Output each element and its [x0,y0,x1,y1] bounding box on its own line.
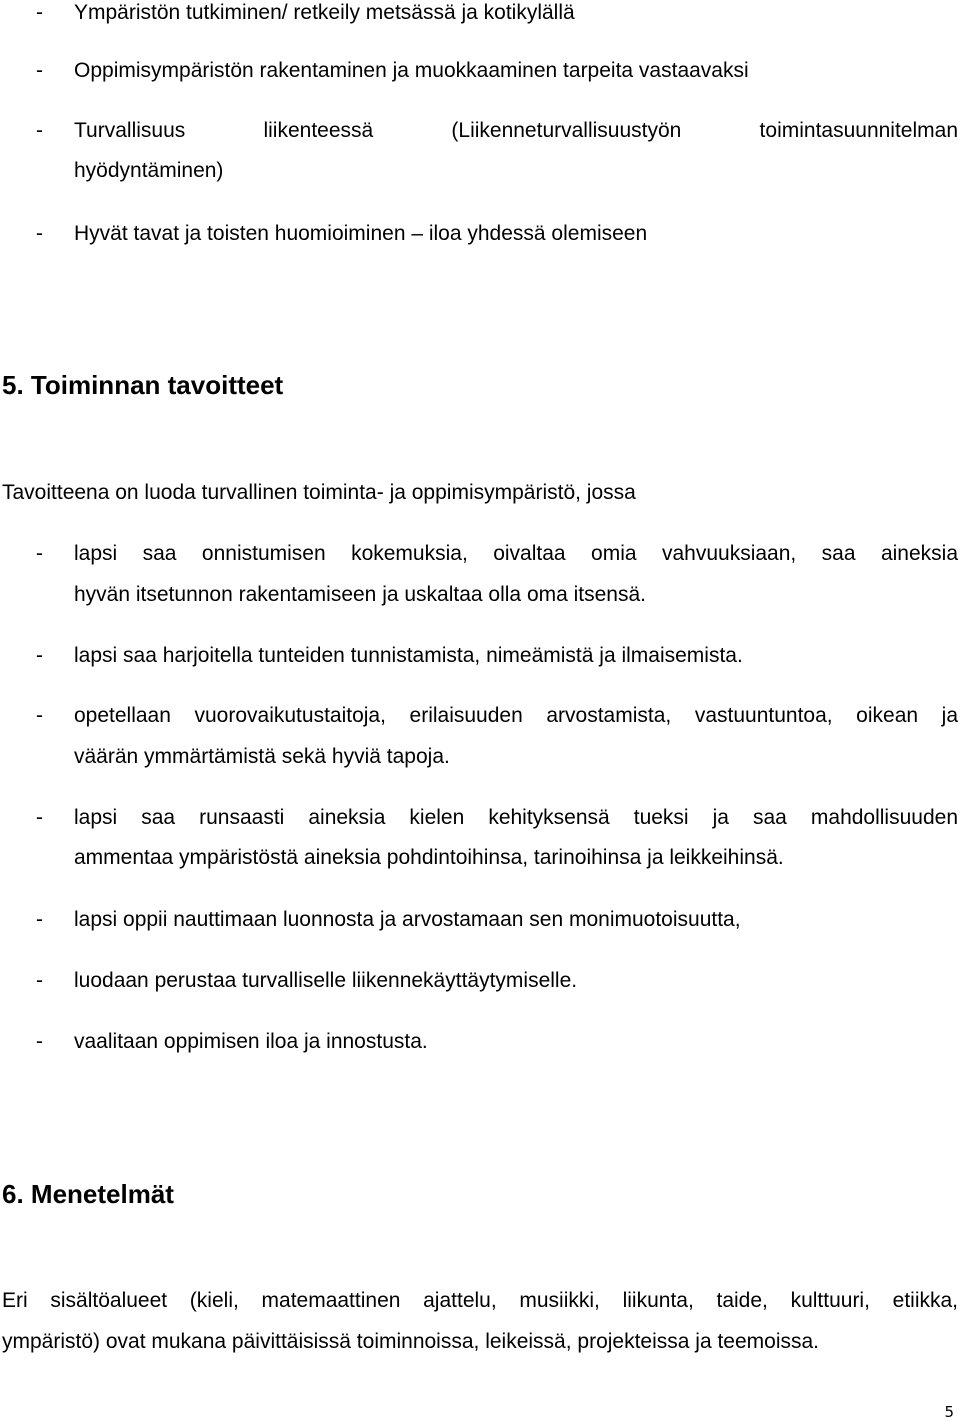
list-dash: - [36,704,43,727]
list-item-text: vaalitaan oppimisen iloa ja innostusta. [74,1030,428,1053]
list-dash: - [36,908,43,931]
list-item-text: Oppimisympäristön rakentaminen ja muokkaaminen tarpeita vastaavaksi [74,59,749,82]
list-dash: - [36,542,43,565]
list-dash: - [36,644,43,667]
page-number: 5 [944,1403,954,1421]
list-dash: - [36,59,43,82]
list-item-text: lapsi saa onnistumisen kokemuksia, oivaltaa omia vahvuuksiaan, saa aineksia [74,542,958,565]
list-dash: - [36,1,43,24]
list-dash: - [36,1030,43,1053]
paragraph-line: ympäristö) ovat mukana päivittäisissä toiminnoissa, leikeissä, projekteissa ja teemoissa. [2,1330,820,1353]
list-item-text: Turvallisuus liikenteessä (Liikenneturvallisuustyön toimintasuunnitelman [74,119,958,142]
list-item-text: lapsi saa runsaasti aineksia kielen kehityksensä tueksi ja saa mahdollisuuden [74,806,958,829]
list-dash: - [36,222,43,245]
list-dash: - [36,806,43,829]
list-item-text: opetellaan vuorovaikutustaitoja, erilaisuuden arvostamista, vastuuntuntoa, oikean ja [74,704,958,727]
list-item-text: lapsi saa harjoitella tunteiden tunnistamista, nimeämistä ja ilmaisemista. [74,644,743,667]
list-dash: - [36,119,43,142]
list-item-text-continued: hyödyntäminen) [74,159,224,182]
section-heading: 5. Toiminnan tavoitteet [2,370,284,400]
section-heading: 6. Menetelmät [2,1179,174,1209]
list-item-text-continued: ammentaa ympäristöstä aineksia pohdintoihinsa, tarinoihinsa ja leikkeihinsä. [74,846,784,869]
list-item-text-continued: väärän ymmärtämistä sekä hyviä tapoja. [74,745,450,768]
list-item-text: Ympäristön tutkiminen/ retkeily metsässä ja kotikylällä [74,1,575,24]
section-intro: Tavoitteena on luoda turvallinen toiminta- ja oppimisympäristö, jossa [2,481,636,504]
list-item-text: Hyvät tavat ja toisten huomioiminen – iloa yhdessä olemiseen [74,222,648,245]
paragraph-line: Eri sisältöalueet (kieli, matemaattinen ajattelu, musiikki, liikunta, taide, kulttuuri, etiikka, [2,1289,958,1312]
list-item-text: luodaan perustaa turvalliselle liikennekäyttäytymiselle. [74,969,578,992]
list-dash: - [36,969,43,992]
list-item-text-continued: hyvän itsetunnon rakentamiseen ja uskaltaa olla oma itsensä. [74,583,647,606]
list-item-text: lapsi oppii nauttimaan luonnosta ja arvostamaan sen monimuotoisuutta, [74,908,741,931]
